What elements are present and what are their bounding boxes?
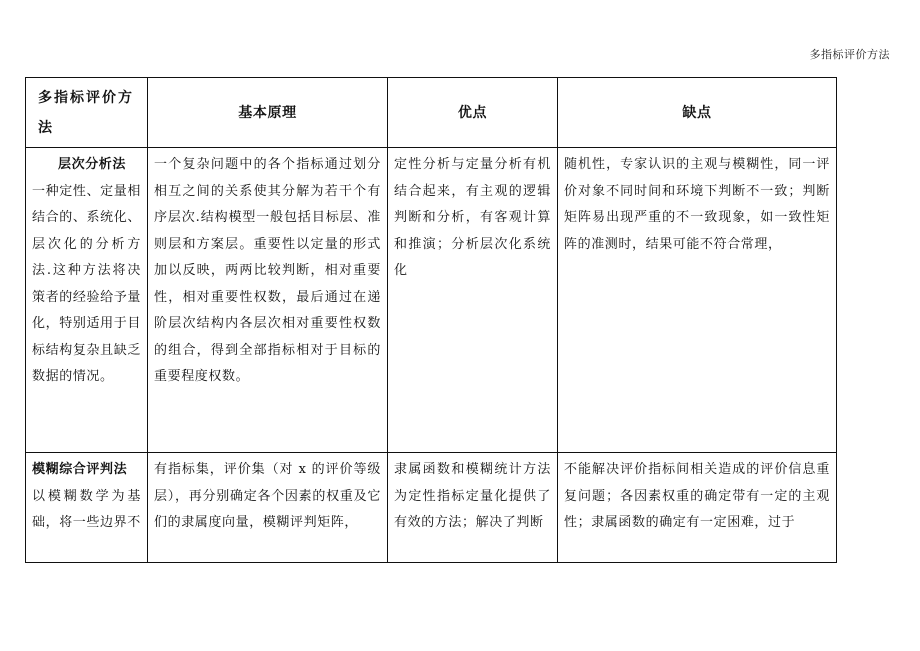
cons-cell — [558, 453, 837, 563]
method-cell — [26, 148, 148, 453]
pros-cell — [388, 148, 558, 453]
column-header-method: 多指标评价方法 — [26, 78, 148, 148]
cons-cell — [558, 148, 837, 453]
cons-text: 随机性，专家认识的主观与模糊性，同一评价对象不同时间和环境下判断不一致；判断矩阵易出现严重的不一致现象，如一致性矩阵的准测时，结果可能不符合常理， — [564, 157, 830, 252]
pros-text: 定性分析与定量分析有机结合起来，有主观的逻辑判断和分析，有客观计算和推演；分析层次化系统化 — [394, 157, 551, 278]
principle-text: 有指标集，评价集（对 x 的评价等级层），再分别确定各个因素的权重及它们的隶属度向量，模糊评判矩阵， — [154, 462, 381, 530]
principle-cell — [148, 453, 388, 563]
method-cell — [26, 453, 148, 563]
table-row — [26, 148, 837, 453]
table-header-row — [26, 78, 837, 148]
page-header: 多指标评价方法 — [809, 48, 890, 61]
method-description: 以模糊数学为基础，将一些边界不 — [32, 488, 141, 530]
table-row — [26, 453, 837, 563]
pros-cell — [388, 453, 558, 563]
evaluation-methods-table — [25, 77, 837, 563]
principle-text: 一个复杂问题中的各个指标通过划分相互之间的关系使其分解为若干个有序层次.结构模型一般包括目标层、准则层和方案层。重要性以定量的形式加以反映，两两比较判断，相对重要性，相对重要性权数，最后通过在递阶层次结构内各层次相对重要性权数的组合，得到全部指标相对于目标的重要程度权数。 — [154, 157, 381, 384]
principle-cell — [148, 148, 388, 453]
cons-text: 不能解决评价指标间相关造成的评价信息重复问题；各因素权重的确定带有一定的主观性；隶属函数的确定有一定困难，过于 — [564, 462, 830, 530]
method-description: 一种定性、定量相结合的、系统化、层次化的分析方法.这种方法将决策者的经验给予量化，特别适用于目标结构复杂且缺乏数据的情况。 — [32, 183, 141, 384]
method-name: 层次分析法 — [58, 157, 127, 172]
column-header-pros: 优点 — [388, 78, 558, 148]
column-header-principle: 基本原理 — [148, 78, 388, 148]
method-name: 模糊综合评判法 — [32, 462, 128, 477]
pros-text: 隶属函数和模糊统计方法为定性指标定量化提供了有效的方法；解决了判断 — [394, 462, 551, 530]
column-header-cons: 缺点 — [558, 78, 837, 148]
